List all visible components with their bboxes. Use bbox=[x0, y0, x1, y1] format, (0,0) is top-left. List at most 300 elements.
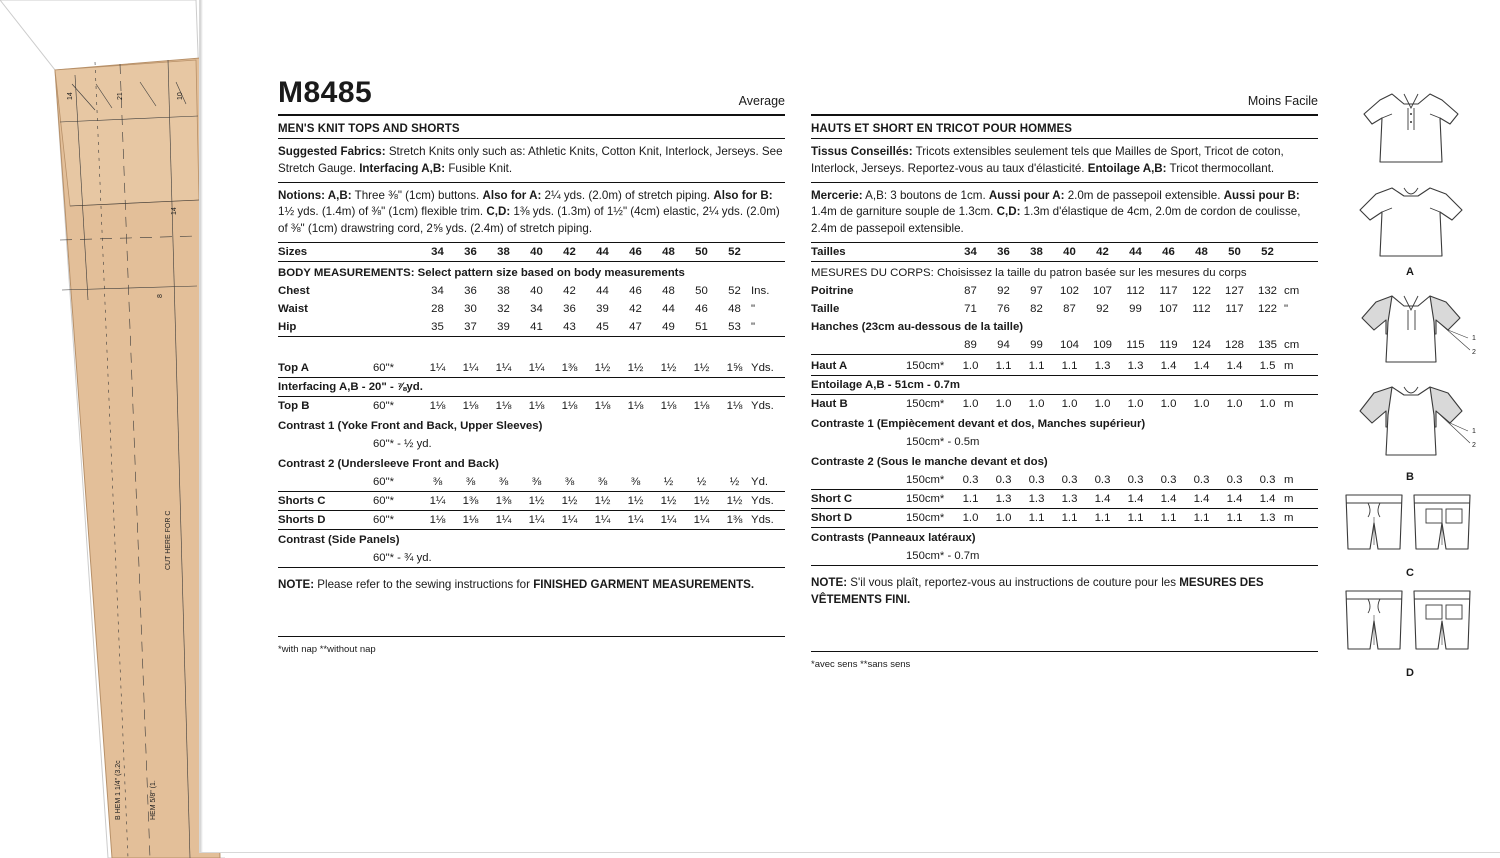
yardage-cell: 1¼ bbox=[520, 510, 553, 529]
yardage-cell: 0.3 bbox=[1119, 471, 1152, 490]
yardage-cell: 1.0 bbox=[1094, 397, 1111, 410]
measure-label: Waist bbox=[278, 302, 308, 315]
yardage-cell: 1½ bbox=[718, 491, 751, 510]
yardage-label: Shorts D bbox=[278, 510, 373, 529]
callout-2: 2 bbox=[1472, 349, 1476, 356]
yardage-cell: 1.3 bbox=[1119, 357, 1152, 376]
yardage-table-en bbox=[278, 359, 785, 568]
yardage-cell: 1.0 bbox=[954, 357, 987, 376]
view-a-drawings bbox=[1330, 78, 1490, 278]
english-column bbox=[278, 78, 785, 670]
measure-cell: 99 bbox=[1129, 302, 1142, 315]
difficulty-en: Average bbox=[738, 94, 785, 108]
yardage-cell: 0.3 bbox=[1185, 471, 1218, 490]
yardage-cell: 1.0 bbox=[995, 397, 1012, 410]
tissue-label: B HEM 1 1/4" (3.2c bbox=[115, 760, 122, 820]
measure-row-hanches-val bbox=[811, 336, 1318, 355]
title-row-en bbox=[278, 78, 785, 116]
yardage-cell: 1¼ bbox=[421, 359, 454, 378]
yardage-row-contrast-side-head bbox=[278, 529, 785, 549]
measure-row-waist bbox=[278, 300, 785, 318]
notions-text4-fr: 1.3m d'élastique de 4cm, 2.0m de cordon de coulisse, 2.4m de passepoil extensible. bbox=[811, 205, 1301, 236]
yardage-cell: 1¼ bbox=[619, 510, 652, 529]
view-a-top2-icon bbox=[1330, 178, 1490, 264]
yardage-cell: 1⅜ bbox=[718, 510, 751, 529]
view-b-top2-icon bbox=[1330, 377, 1490, 469]
yardage-row-contrastes-head bbox=[811, 527, 1318, 547]
yardage-cell: 1¼ bbox=[487, 510, 520, 529]
yardage-cell: 1¼ bbox=[454, 359, 487, 378]
body-meas-heading-en: BODY MEASUREMENTS: Select pattern size based on body measurements bbox=[278, 266, 685, 279]
yardage-row-contraste2-val bbox=[811, 471, 1318, 490]
measure-cell: 36 bbox=[464, 284, 477, 297]
yardage-label: Short C bbox=[811, 489, 906, 508]
measure-cell: 50 bbox=[695, 284, 708, 297]
yardage-cell: 1½ bbox=[652, 491, 685, 510]
notions-text3-fr: 1.4m de garniture souple de 1.3cm. bbox=[811, 205, 997, 219]
yardage-cell: 1.1 bbox=[1086, 508, 1119, 527]
interfacing-label-en: Interfacing A,B: bbox=[359, 161, 446, 175]
yardage-unit: Yds. bbox=[751, 491, 785, 510]
yardage-row-contraste2-head bbox=[811, 451, 1318, 471]
yardage-label: Contrast 1 (Yoke Front and Back, Upper Sleeves) bbox=[278, 419, 543, 432]
measure-cell: 82 bbox=[1030, 302, 1043, 315]
yardage-cell: ⅜ bbox=[421, 473, 454, 492]
yardage-unit: m bbox=[1284, 397, 1294, 410]
callout-1: 1 bbox=[1472, 335, 1476, 342]
measure-cell: 28 bbox=[431, 302, 444, 315]
yardage-cell: 0.3 bbox=[1218, 471, 1251, 490]
view-label-b: B bbox=[1406, 471, 1414, 483]
size-cell: 34 bbox=[954, 243, 987, 262]
footnote-fr: *avec sens **sans sens bbox=[811, 651, 1318, 670]
view-label-c: C bbox=[1406, 567, 1414, 579]
interfacing-text-en: Fusible Knit. bbox=[445, 161, 513, 175]
notions-cd-fr: C,D: bbox=[996, 205, 1021, 219]
size-cell: 48 bbox=[1185, 243, 1218, 262]
size-cell: 52 bbox=[718, 243, 751, 262]
measure-row-poitrine bbox=[811, 282, 1318, 300]
yardage-cell: 1.4 bbox=[1152, 357, 1185, 376]
yardage-cell: 1⅛ bbox=[528, 399, 545, 412]
yardage-cell: 1½ bbox=[685, 491, 718, 510]
yardage-width: 150cm* bbox=[906, 397, 945, 410]
note-en bbox=[278, 568, 785, 594]
pattern-tissue-artwork bbox=[0, 0, 225, 858]
size-cell: 46 bbox=[619, 243, 652, 262]
yardage-width: 60"* bbox=[373, 510, 421, 529]
yardage-width: 60"* bbox=[373, 399, 394, 412]
yardage-cell: 1.1 bbox=[1152, 508, 1185, 527]
yardage-cell: 1.0 bbox=[1226, 397, 1243, 410]
yardage-cell: 1⅛ bbox=[495, 399, 512, 412]
note-bold-en: FINISHED GARMENT MEASUREMENTS. bbox=[533, 577, 755, 591]
measure-cell: 44 bbox=[596, 284, 609, 297]
yardage-cell: 1.0 bbox=[1259, 397, 1276, 410]
size-cell: 44 bbox=[1119, 243, 1152, 262]
yardage-cell: 1⅛ bbox=[594, 399, 611, 412]
measure-cell: 128 bbox=[1218, 336, 1251, 355]
yardage-cell: ⅜ bbox=[586, 473, 619, 492]
sizes-label-en: Sizes bbox=[278, 243, 421, 262]
size-cell: 38 bbox=[487, 243, 520, 262]
yardage-width: 150cm* bbox=[906, 489, 954, 508]
yardage-cell: 1.1 bbox=[987, 357, 1020, 376]
yardage-label: Short D bbox=[811, 508, 906, 527]
notions-text2-en: 2¼ yds. (2.0m) of stretch piping. bbox=[541, 188, 714, 202]
measure-label: Hip bbox=[278, 318, 421, 337]
measure-unit: cm bbox=[1284, 284, 1300, 297]
measure-cell: 48 bbox=[662, 284, 675, 297]
yardage-cell: 1.4 bbox=[1119, 489, 1152, 508]
yardage-row-interfacing bbox=[278, 377, 785, 396]
body-meas-heading-row-en bbox=[278, 261, 785, 282]
yardage-cell: 1.0 bbox=[1193, 397, 1210, 410]
measure-label: Hanches (23cm au-dessous de la taille) bbox=[811, 320, 1024, 333]
yardage-cell: 1⅛ bbox=[421, 510, 454, 529]
yardage-unit: m bbox=[1284, 489, 1318, 508]
yardage-label: Entoilage A,B - 51cm - 0.7m bbox=[811, 375, 1318, 394]
measure-cell: 42 bbox=[563, 284, 576, 297]
yardage-cell: 1.0 bbox=[1160, 397, 1177, 410]
yardage-cell: 1.0 bbox=[987, 508, 1020, 527]
measure-cell: 34 bbox=[431, 284, 444, 297]
yardage-cell: 1⅛ bbox=[429, 399, 446, 412]
yardage-cell: 1⅜ bbox=[487, 491, 520, 510]
size-cell: 48 bbox=[652, 243, 685, 262]
yardage-cell: 0.3 bbox=[954, 471, 987, 490]
tissue-label: 14 bbox=[67, 92, 74, 100]
measure-cell: 117 bbox=[1159, 284, 1178, 297]
yardage-cell: 1½ bbox=[652, 359, 685, 378]
size-cell: 38 bbox=[1020, 243, 1053, 262]
size-cell: 50 bbox=[1218, 243, 1251, 262]
measure-cell: 97 bbox=[1030, 284, 1043, 297]
measure-cell: 119 bbox=[1152, 336, 1185, 355]
measure-cell: 30 bbox=[464, 302, 477, 315]
size-cell: 40 bbox=[520, 243, 553, 262]
measure-cell: 48 bbox=[728, 302, 741, 315]
yardage-row-contrast2-val bbox=[278, 473, 785, 492]
tissue-label: CUT HERE FOR C bbox=[165, 510, 172, 570]
yardage-cell: 1.0 bbox=[1127, 397, 1144, 410]
yardage-unit: m bbox=[1284, 508, 1318, 527]
notions-text2-fr: 2.0m de passepoil extensible. bbox=[1064, 188, 1224, 202]
measure-unit: " bbox=[751, 302, 756, 315]
body-meas-heading-fr: MESURES DU CORPS: Choisissez la taille du patron basée sur les mesures du corps bbox=[811, 266, 1247, 279]
yardage-cell: 1⅛ bbox=[454, 510, 487, 529]
yardage-cell: 1⅛ bbox=[627, 399, 644, 412]
yardage-width: 150cm* - 0.5m bbox=[906, 435, 980, 448]
size-cell: 36 bbox=[454, 243, 487, 262]
yardage-cell: 1.1 bbox=[1020, 357, 1053, 376]
yardage-cell: 1⅛ bbox=[561, 399, 578, 412]
measure-cell: 87 bbox=[964, 284, 977, 297]
measure-unit: cm bbox=[1284, 336, 1318, 355]
footnote-en: *with nap **without nap bbox=[278, 636, 785, 655]
yardage-cell: 1.3 bbox=[1086, 357, 1119, 376]
yardage-label: Contrasts (Panneaux latéraux) bbox=[811, 531, 976, 544]
size-cell: 36 bbox=[987, 243, 1020, 262]
line-drawings-panel bbox=[1330, 78, 1490, 683]
measure-cell: 40 bbox=[530, 284, 543, 297]
yardage-cell: 1½ bbox=[586, 491, 619, 510]
title-row-fr bbox=[811, 78, 1318, 116]
size-cell: 52 bbox=[1251, 243, 1284, 262]
measure-cell: 124 bbox=[1185, 336, 1218, 355]
yardage-width: 60"* - ½ yd. bbox=[373, 437, 432, 450]
yardage-width: 150cm* bbox=[906, 471, 954, 490]
note-bold-fr: MESURES DES VÊTEMENTS FINI. bbox=[811, 575, 1264, 606]
view-label-a: A bbox=[1406, 266, 1414, 278]
yardage-table-fr bbox=[811, 357, 1318, 566]
yardage-cell: 1.4 bbox=[1218, 357, 1251, 376]
size-cell: 34 bbox=[421, 243, 454, 262]
yardage-cell: 1.3 bbox=[987, 489, 1020, 508]
yardage-row-contrast-side-val bbox=[278, 549, 785, 568]
yardage-cell: 1.4 bbox=[1251, 489, 1284, 508]
yardage-cell: 1⅛ bbox=[660, 399, 677, 412]
envelope-fold-shadow bbox=[200, 0, 203, 852]
yardage-cell: 1.1 bbox=[1119, 508, 1152, 527]
measure-unit: Ins. bbox=[751, 284, 770, 297]
size-table-fr bbox=[811, 243, 1318, 355]
yardage-row-contrast2-head bbox=[278, 453, 785, 473]
measure-cell: 92 bbox=[1096, 302, 1109, 315]
measure-cell: 41 bbox=[520, 318, 553, 337]
fabrics-label-fr: Tissus Conseillés: bbox=[811, 145, 913, 158]
yardage-cell: 1⅝ bbox=[718, 359, 751, 378]
tissue-label: 10 bbox=[177, 92, 184, 100]
yardage-row-shorts-d bbox=[278, 510, 785, 529]
yardage-label: Haut B bbox=[811, 397, 848, 410]
yardage-cell: 1.4 bbox=[1185, 357, 1218, 376]
view-d-shorts-icon bbox=[1330, 583, 1490, 665]
yardage-width: 150cm* - 0.7m bbox=[906, 547, 1318, 566]
yardage-cell: ⅜ bbox=[619, 473, 652, 492]
measure-cell: 71 bbox=[964, 302, 977, 315]
notions-also-a-en: Also for A: bbox=[482, 188, 542, 202]
yardage-cell: 0.3 bbox=[1053, 471, 1086, 490]
size-header-row-en bbox=[278, 243, 785, 262]
yardage-label: Contrast (Side Panels) bbox=[278, 533, 400, 546]
yardage-cell: 1¼ bbox=[652, 510, 685, 529]
yardage-row-contraste1-head bbox=[811, 413, 1318, 433]
measure-cell: 34 bbox=[530, 302, 543, 315]
measure-cell: 122 bbox=[1191, 284, 1211, 297]
measure-cell: 102 bbox=[1059, 284, 1079, 297]
yardage-cell: 1.1 bbox=[1218, 508, 1251, 527]
note-text-en: Please refer to the sewing instructions for bbox=[314, 577, 534, 591]
view-label-d: D bbox=[1406, 667, 1414, 679]
yardage-row-haut-a bbox=[811, 357, 1318, 376]
measure-cell: 44 bbox=[662, 302, 675, 315]
note-label-en: NOTE: bbox=[278, 577, 315, 591]
yardage-unit: Yds. bbox=[751, 399, 774, 412]
measure-cell: 117 bbox=[1225, 302, 1244, 315]
tissue-label: HEM 5/8" (1. bbox=[150, 780, 157, 820]
yardage-unit: Yd. bbox=[751, 473, 785, 492]
measure-cell: 94 bbox=[987, 336, 1020, 355]
yardage-cell: 1.0 bbox=[1061, 397, 1078, 410]
yardage-row-entoilage bbox=[811, 375, 1318, 394]
yardage-row-haut-b bbox=[811, 394, 1318, 413]
measure-cell: 127 bbox=[1224, 284, 1244, 297]
yardage-cell: 1.1 bbox=[1185, 508, 1218, 527]
yardage-cell: 1¼ bbox=[586, 510, 619, 529]
measure-cell: 42 bbox=[629, 302, 642, 315]
yardage-cell: ⅜ bbox=[553, 473, 586, 492]
view-c-shorts-icon bbox=[1330, 487, 1490, 565]
measure-cell: 46 bbox=[629, 284, 642, 297]
measure-unit: " bbox=[751, 318, 785, 337]
measure-cell: 46 bbox=[695, 302, 708, 315]
tissue-svg bbox=[0, 0, 225, 858]
garment-title-fr: HAUTS ET SHORT EN TRICOT POUR HOMMES bbox=[811, 116, 1318, 139]
interfacing-text-fr: Tricot thermocollant. bbox=[1166, 161, 1275, 175]
yardage-row-short-d bbox=[811, 508, 1318, 527]
yardage-width: 150cm* bbox=[906, 357, 954, 376]
measure-cell: 87 bbox=[1063, 302, 1076, 315]
measure-cell: 76 bbox=[997, 302, 1010, 315]
yardage-cell: 1.0 bbox=[1028, 397, 1045, 410]
measure-cell: 112 bbox=[1192, 302, 1211, 315]
measure-cell: 43 bbox=[553, 318, 586, 337]
yardage-row-short-c bbox=[811, 489, 1318, 508]
measure-label: Poitrine bbox=[811, 284, 854, 297]
yardage-cell: 0.3 bbox=[1152, 471, 1185, 490]
yardage-cell: ½ bbox=[718, 473, 751, 492]
notions-text1-en: Three ⅜" (1cm) buttons. bbox=[351, 188, 483, 202]
note-label-fr: NOTE: bbox=[811, 575, 848, 589]
yardage-cell: 1.0 bbox=[954, 508, 987, 527]
size-cell: 46 bbox=[1152, 243, 1185, 262]
yardage-cell: 0.3 bbox=[987, 471, 1020, 490]
measure-cell: 99 bbox=[1020, 336, 1053, 355]
yardage-cell: 1¼ bbox=[487, 359, 520, 378]
yardage-cell: 1⅛ bbox=[726, 399, 743, 412]
yardage-cell: 1.0 bbox=[962, 397, 979, 410]
notions-label-fr: Mercerie: bbox=[811, 188, 863, 202]
measure-cell: 115 bbox=[1119, 336, 1152, 355]
yardage-width: 60"* - ¾ yd. bbox=[373, 549, 785, 568]
tissue-label: 8 bbox=[157, 294, 164, 298]
interfacing-label-fr: Entoilage A,B: bbox=[1087, 161, 1167, 175]
measure-cell: 107 bbox=[1158, 302, 1178, 315]
yardage-label: Haut A bbox=[811, 357, 906, 376]
notions-text3-en: 1½ yds. (1.4m) of ⅜" (1cm) flexible trim. bbox=[278, 205, 487, 219]
size-cell: 42 bbox=[553, 243, 586, 262]
yardage-cell: 1⅜ bbox=[553, 359, 586, 378]
suggested-fabrics-fr bbox=[811, 139, 1318, 183]
measure-row-taille bbox=[811, 300, 1318, 318]
yardage-label: Shorts C bbox=[278, 491, 373, 510]
fabrics-label-en: Suggested Fabrics: bbox=[278, 145, 386, 158]
notions-label-en: Notions: A,B: bbox=[278, 188, 352, 202]
yardage-width: 60"* bbox=[373, 473, 421, 492]
yardage-cell: ½ bbox=[685, 473, 718, 492]
notions-also-a-fr: Aussi pour A: bbox=[988, 188, 1065, 202]
notions-cd-en: C,D: bbox=[486, 205, 511, 219]
yardage-label: Top A bbox=[278, 359, 373, 378]
yardage-cell: 1¼ bbox=[685, 510, 718, 529]
measure-cell: 39 bbox=[487, 318, 520, 337]
size-table-en bbox=[278, 243, 785, 337]
measure-cell: 37 bbox=[454, 318, 487, 337]
size-cell: 40 bbox=[1053, 243, 1086, 262]
yardage-cell: 1⅛ bbox=[693, 399, 710, 412]
yardage-cell: 1.5 bbox=[1251, 357, 1284, 376]
measure-cell: 52 bbox=[728, 284, 741, 297]
yardage-cell: ⅜ bbox=[520, 473, 553, 492]
french-column bbox=[811, 78, 1318, 670]
view-b-drawings bbox=[1330, 282, 1490, 483]
callout-2: 2 bbox=[1472, 442, 1476, 449]
garment-title-en: MEN'S KNIT TOPS AND SHORTS bbox=[278, 116, 785, 139]
yardage-cell: 1½ bbox=[619, 359, 652, 378]
measure-cell: 38 bbox=[497, 284, 510, 297]
measure-cell: 89 bbox=[954, 336, 987, 355]
difficulty-fr: Moins Facile bbox=[1247, 94, 1318, 108]
yardage-cell: 1½ bbox=[520, 491, 553, 510]
fabrics-text-fr: Tricots extensibles seulement tels que Mailles de Sport, Tricot de coton, Interlock, Jerseys. Reportez-vous au taux d'élasticité. bbox=[811, 145, 1284, 175]
pattern-number: M8485 bbox=[278, 76, 373, 109]
yardage-label: Contraste 1 (Empiècement devant et dos, Manches supérieur) bbox=[811, 417, 1146, 430]
measure-cell: 53 bbox=[718, 318, 751, 337]
yardage-cell: 1⅜ bbox=[454, 491, 487, 510]
measure-cell: 39 bbox=[596, 302, 609, 315]
yardage-cell: 1.4 bbox=[1152, 489, 1185, 508]
yardage-row-top-b bbox=[278, 396, 785, 415]
fabrics-text-en: Stretch Knits only such as: Athletic Knits, Cotton Knit, Interlock, Jerseys. See Stretch Gauge. bbox=[278, 145, 783, 175]
yardage-label: Contrast 2 (Undersleeve Front and Back) bbox=[278, 457, 499, 470]
measure-cell: 45 bbox=[586, 318, 619, 337]
notions-text1-fr: A,B: 3 boutons de 1cm. bbox=[862, 188, 989, 202]
note-fr bbox=[811, 566, 1318, 609]
view-b-top1-icon bbox=[1330, 282, 1490, 377]
envelope-text-content bbox=[278, 78, 1318, 670]
notions-also-b-en: Also for B: bbox=[713, 188, 773, 202]
yardage-label: Contraste 2 (Sous le manche devant et dos) bbox=[811, 455, 1048, 468]
yardage-unit: m bbox=[1284, 357, 1318, 376]
yardage-unit: Yds. bbox=[751, 510, 785, 529]
measure-cell: 135 bbox=[1251, 336, 1284, 355]
yardage-cell: 1.3 bbox=[1053, 489, 1086, 508]
yardage-cell: 1.1 bbox=[954, 489, 987, 508]
yardage-cell: 0.3 bbox=[1086, 471, 1119, 490]
yardage-cell: 1¼ bbox=[520, 359, 553, 378]
yardage-cell: ½ bbox=[652, 473, 685, 492]
yardage-cell: 1.1 bbox=[1053, 508, 1086, 527]
measure-cell: 47 bbox=[619, 318, 652, 337]
yardage-cell: ⅜ bbox=[454, 473, 487, 492]
measure-cell: 49 bbox=[652, 318, 685, 337]
measure-cell: 32 bbox=[497, 302, 510, 315]
yardage-row-shorts-c bbox=[278, 491, 785, 510]
measure-cell: 104 bbox=[1053, 336, 1086, 355]
tissue-label: 14 bbox=[171, 207, 178, 215]
measure-label: Chest bbox=[278, 284, 310, 297]
measure-row-chest bbox=[278, 282, 785, 300]
yardage-label: Interfacing A,B - 20" - ⅞yd. bbox=[278, 377, 785, 396]
yardage-cell: 0.3 bbox=[1020, 471, 1053, 490]
yardage-cell: 1.4 bbox=[1218, 489, 1251, 508]
yardage-unit: m bbox=[1284, 471, 1318, 490]
measure-cell: 109 bbox=[1086, 336, 1119, 355]
tissue-label: 21 bbox=[117, 92, 124, 100]
measure-cell: 92 bbox=[997, 284, 1010, 297]
yardage-row-contrast1-val bbox=[278, 435, 785, 453]
